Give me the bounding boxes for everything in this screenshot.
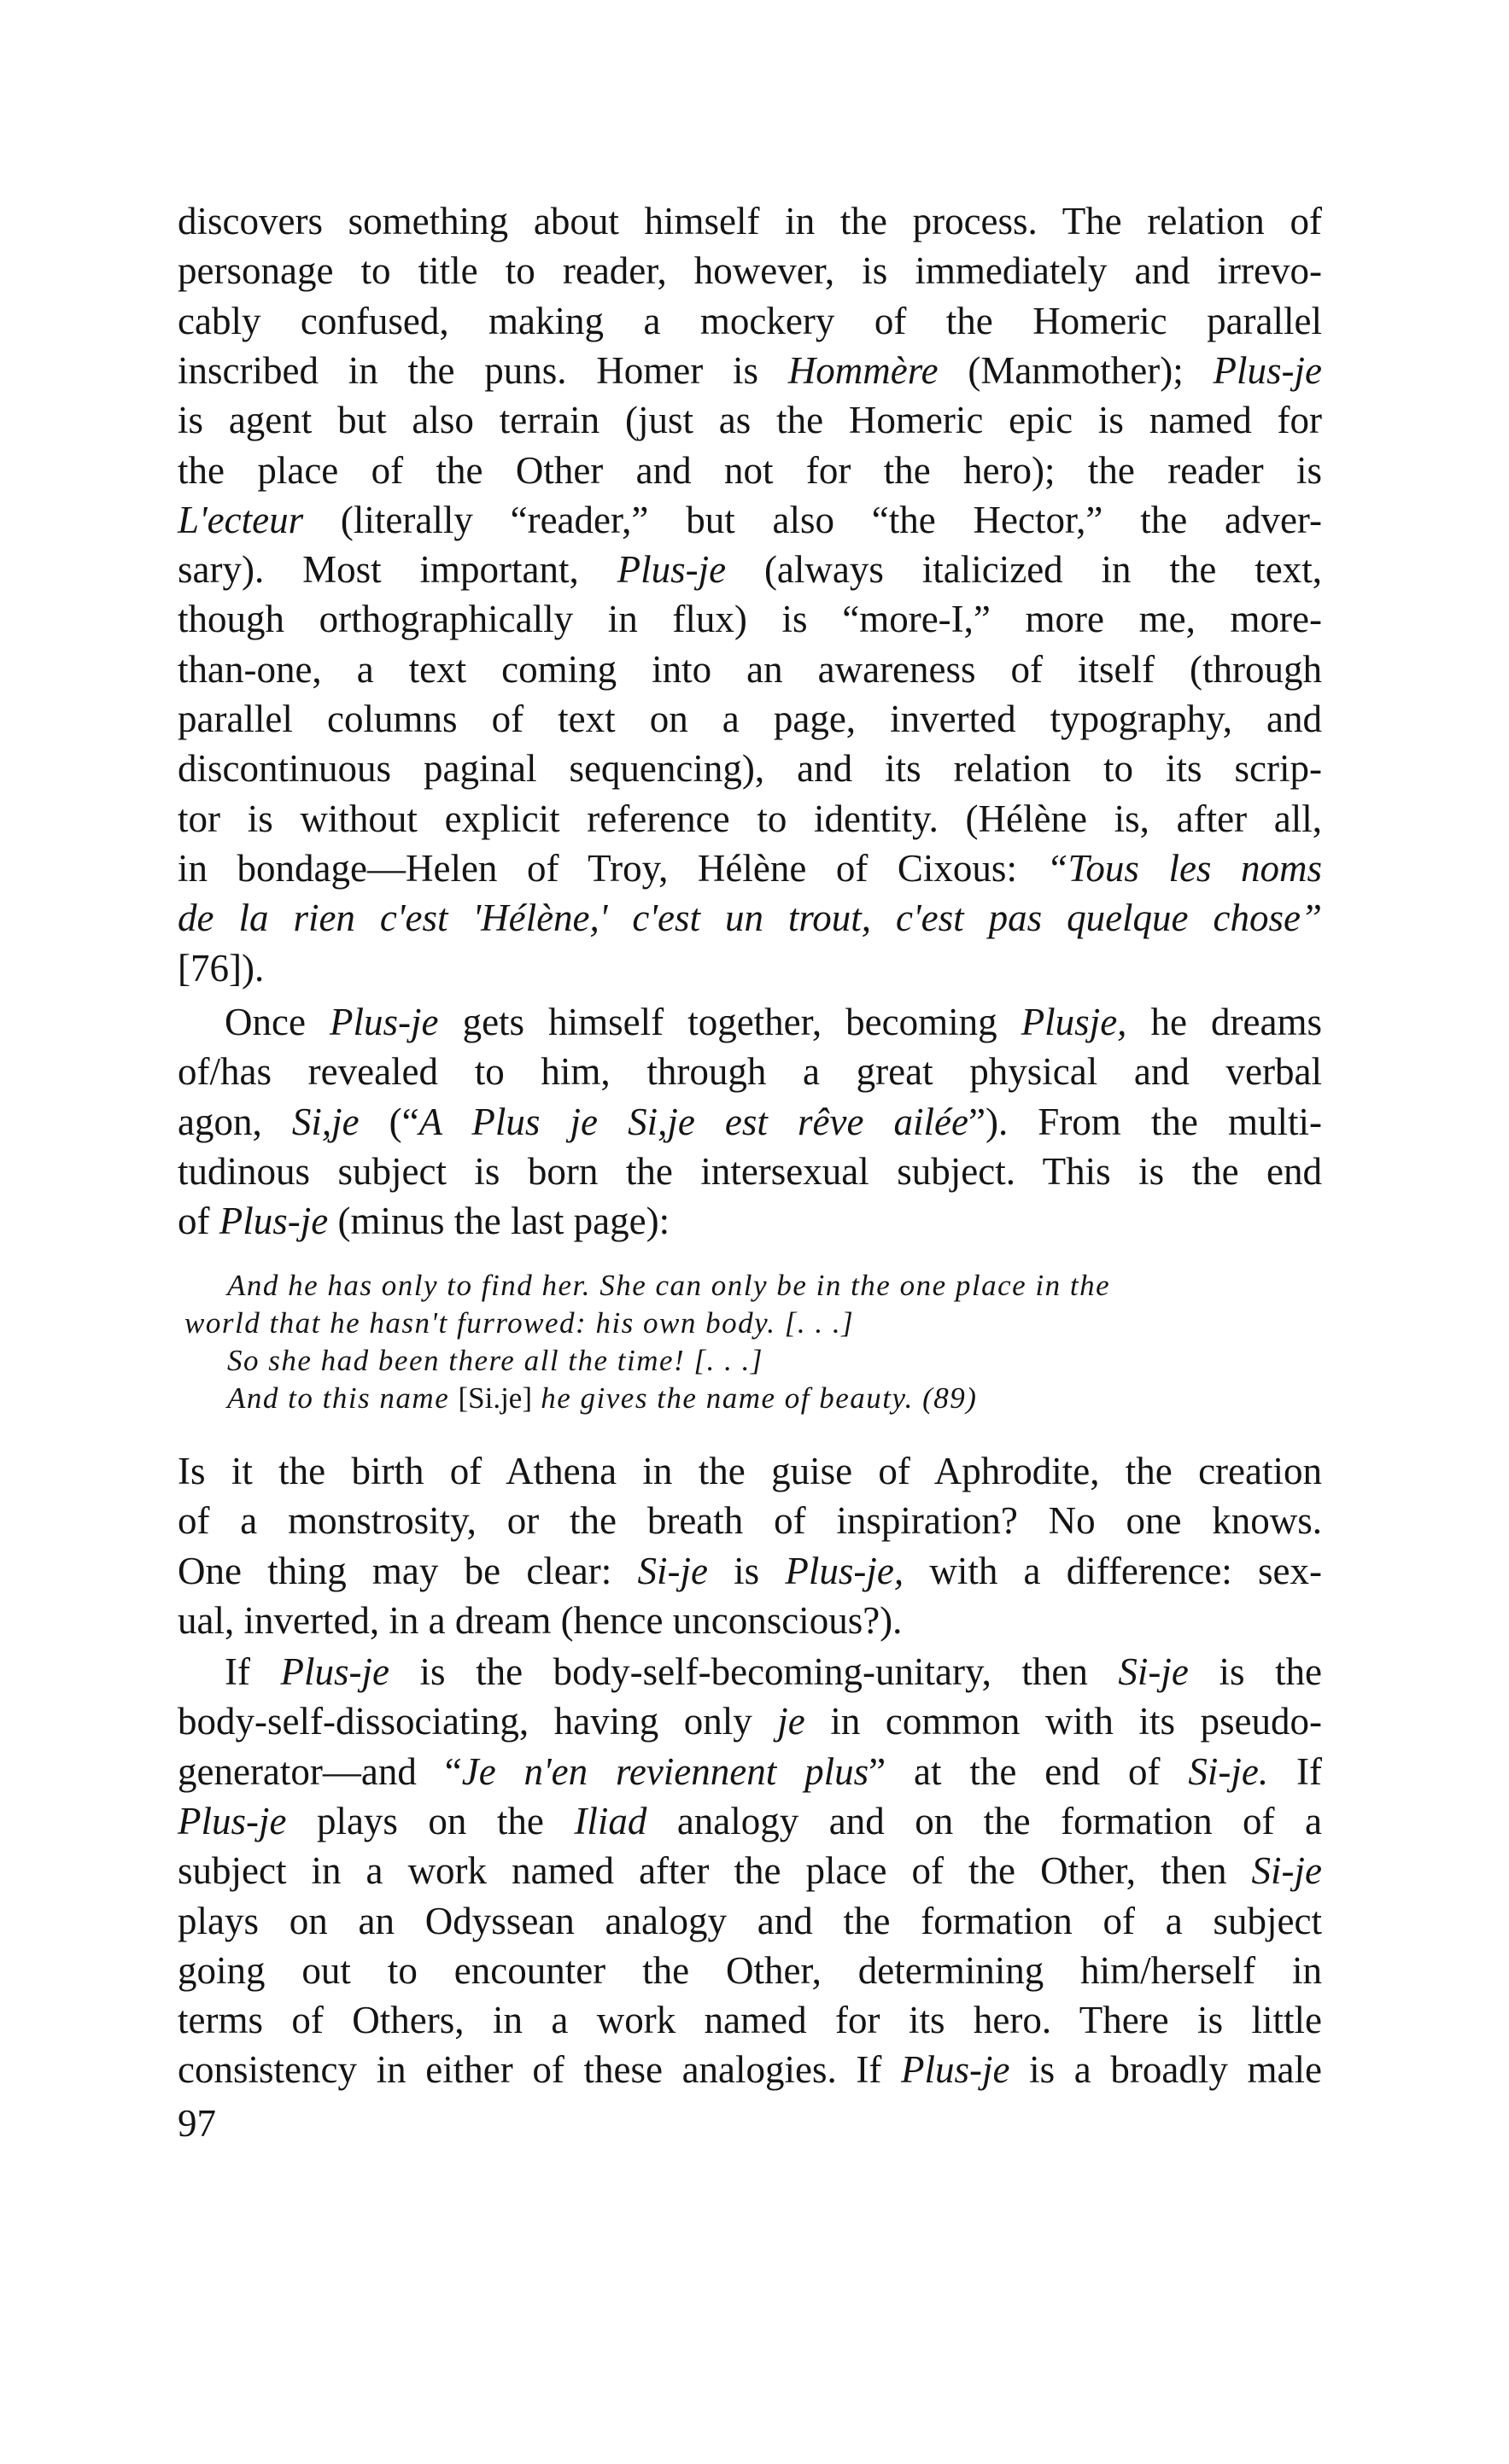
italic-text-span: Si-je. [1188, 1749, 1269, 1793]
text-span: plays on an Odyssean analogy and the formation of a subject [178, 1899, 1322, 1942]
text-span: inscribed in the puns. Homer is [178, 348, 788, 392]
text-line [178, 1047, 1322, 1096]
text-line [178, 794, 1322, 844]
text-line [178, 1097, 1322, 1147]
text-span: discovers something about himself in the process. The relation of [178, 200, 1322, 242]
text-line [178, 2045, 1322, 2094]
italic-text-span: Plus-je [617, 548, 727, 592]
text-span: (always italicized in the text, [726, 548, 1323, 592]
text-span: of/has revealed to him, through a great physical and verbal [178, 1050, 1322, 1094]
quote-line [227, 1342, 763, 1380]
text-span: discontinuous paginal sequencing), and its relation to its scrip- [178, 747, 1322, 791]
text-span: One thing may be clear: [178, 1549, 638, 1592]
text-line [178, 1546, 1322, 1596]
text-span: parallel columns of text on a page, inverted typography, and [178, 698, 1322, 740]
text-span: tudinous subject is born the intersexual subject. This is the end [178, 1149, 1322, 1193]
text-line [178, 1496, 1322, 1545]
text-span: plays on the [286, 1799, 575, 1842]
text-line [178, 1747, 1322, 1796]
text-span: though orthographically in flux) is “more-I,” more me, more- [178, 598, 1322, 641]
text-line [178, 1596, 1322, 1645]
text-span: (literally “reader,” but also “the Hector,” the adver- [303, 498, 1322, 541]
text-span: is the [1188, 1650, 1322, 1693]
text-line [178, 1196, 1322, 1246]
text-line [178, 1946, 1322, 1995]
text-span: the place of the Other and not for the hero); the reader is [178, 448, 1322, 492]
text-span: And he has only to find her. She can only be in the one place in the [227, 1269, 1111, 1302]
text-span: analogy and on the formation of a [646, 1799, 1322, 1842]
text-span: in common with its pseudo- [804, 1700, 1322, 1743]
text-line [178, 1995, 1322, 2045]
text-line [178, 844, 1322, 893]
text-span: ” at the end of [869, 1749, 1189, 1793]
text-line [178, 1446, 1322, 1496]
text-line [178, 1846, 1322, 1895]
text-span: in bondage—Helen of Troy, Hélène of Cixous: [178, 846, 1047, 890]
text-line [178, 744, 1322, 793]
italic-text-span: Plus-je [219, 1200, 329, 1243]
italic-text-span: Plus-je [1213, 348, 1322, 392]
text-line [178, 594, 1322, 644]
text-span: generator—and “ [178, 1749, 462, 1793]
text-line [178, 943, 1322, 993]
italic-text-span: Plus-je, [785, 1549, 904, 1592]
text-span: cably confused, making a mockery of the Homeric parallel [178, 299, 1322, 342]
text-span: agon, [178, 1100, 292, 1143]
text-line [178, 395, 1322, 445]
text-span: If [1268, 1749, 1322, 1793]
text-span: is [707, 1549, 786, 1592]
text-span: gets himself together, becoming [438, 1001, 1021, 1043]
text-line [178, 694, 1322, 744]
italic-text-span: Si-je [1118, 1650, 1189, 1693]
text-span: body-self-dissociating, having only [178, 1700, 778, 1743]
text-line [225, 997, 1322, 1047]
text-span: sary). Most important, [178, 548, 617, 592]
text-span: [76]). [178, 946, 265, 990]
text-span: of a monstrosity, or the breath of inspiration? No one knows. [178, 1499, 1322, 1543]
text-span: If [225, 1650, 281, 1693]
text-line [178, 246, 1322, 295]
text-line [178, 545, 1322, 594]
text-line [178, 296, 1322, 346]
text-span: terms of Others, in a work named for its hero. There is little [178, 1999, 1322, 2042]
italic-text-span: Je n'en reviennent plus [461, 1749, 869, 1793]
page-number: 97 [178, 2102, 216, 2145]
italic-text-span: Plusje, [1021, 1001, 1127, 1043]
text-span: world that he hasn't furrowed: his own body. [. . .] [184, 1306, 855, 1340]
text-line [178, 446, 1322, 495]
text-span: [Si.je] [458, 1381, 532, 1415]
text-span: he gives the name of beauty. (89) [532, 1381, 978, 1415]
text-line [178, 196, 1322, 246]
text-span: ”). From the multi- [968, 1100, 1322, 1143]
quote-line [227, 1380, 977, 1417]
text-line [178, 346, 1322, 395]
italic-text-span: Plus-je [330, 1001, 439, 1043]
italic-text-span: de la rien c'est 'Hélène,' c'est un trout, c'est pas quelque chose” [178, 896, 1322, 940]
text-span: ual, inverted, in a dream (hence unconscious?). [178, 1598, 903, 1642]
text-line [178, 1796, 1322, 1846]
text-span: consistency in either of these analogies. If [178, 2048, 902, 2092]
text-span: is agent but also terrain (just as the Homeric epic is named for [178, 399, 1322, 442]
text-span: (minus the last page): [328, 1200, 670, 1243]
italic-text-span: Hommère [787, 348, 939, 392]
text-span: So she had been there all the time! [. . .] [227, 1344, 763, 1377]
text-span: And to this name [227, 1381, 459, 1415]
text-span: going out to encounter the Other, determining him/herself in [178, 1948, 1322, 1992]
text-line [178, 1696, 1322, 1746]
text-span: tor is without explicit reference to identity. (Hélène is, after all, [178, 797, 1322, 840]
text-span: of [178, 1200, 219, 1243]
italic-text-span: je [777, 1700, 805, 1743]
text-line [178, 1896, 1322, 1946]
italic-text-span: Plus-je [280, 1650, 389, 1693]
text-line [178, 495, 1322, 545]
text-line [178, 1147, 1322, 1196]
quote-line [184, 1305, 854, 1342]
text-span: (“ [359, 1100, 419, 1143]
text-span: he dreams [1126, 1001, 1322, 1043]
italic-text-span: Si-je [637, 1549, 708, 1592]
italic-text-span: Plus-je [178, 1799, 287, 1842]
text-span: Once [225, 1001, 330, 1043]
text-span: is the body-self-becoming-unitary, then [389, 1650, 1119, 1693]
italic-text-span: Plus-je [901, 2048, 1010, 2092]
italic-text-span: Si,je [291, 1100, 360, 1143]
text-line [225, 1647, 1322, 1696]
text-span: with a difference: sex- [904, 1549, 1322, 1592]
text-span: Is it the birth of Athena in the guise of Aphrodite, the creation [178, 1450, 1322, 1492]
italic-text-span: A Plus je Si,je est rêve ailée [418, 1100, 968, 1143]
text-span: than-one, a text coming into an awareness of itself (through [178, 647, 1322, 691]
italic-text-span: “Tous les noms [1046, 846, 1322, 890]
quote-line [227, 1267, 1110, 1305]
text-line [178, 645, 1322, 694]
text-span: is a broadly male [1009, 2048, 1322, 2092]
italic-text-span: Iliad [574, 1799, 647, 1842]
text-span: (Manmother); [938, 348, 1214, 392]
italic-text-span: Si-je [1251, 1849, 1322, 1893]
text-span: personage to title to reader, however, is immediately and irrevo- [178, 249, 1322, 293]
text-line [178, 893, 1322, 943]
text-span: subject in a work named after the place of the Other, then [178, 1849, 1252, 1893]
italic-text-span: L'ecteur [178, 498, 304, 541]
